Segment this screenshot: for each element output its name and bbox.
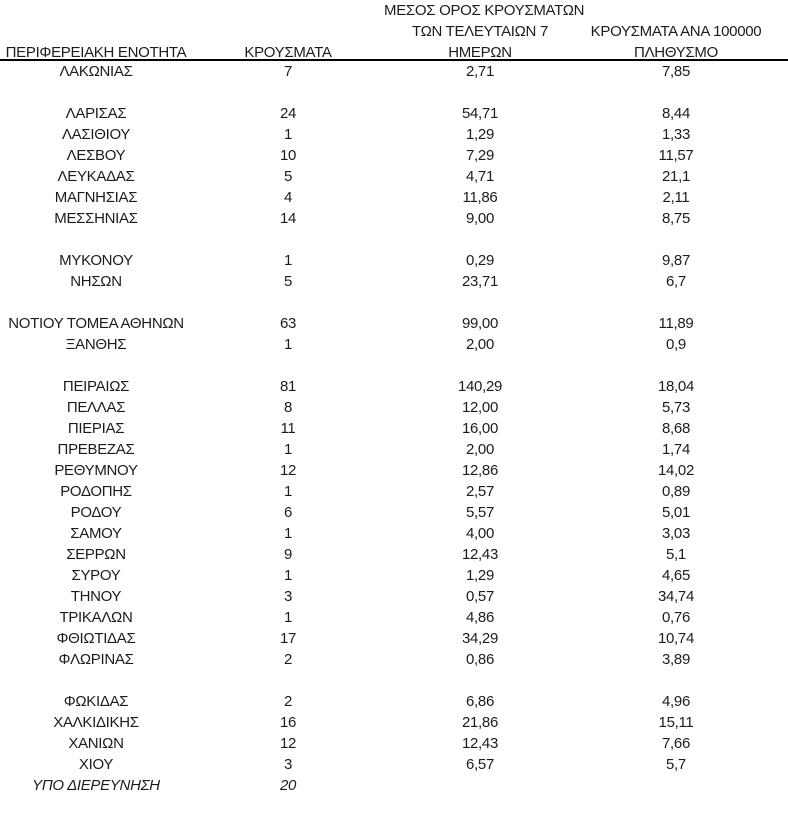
avg7-cell: 34,29 bbox=[461, 630, 499, 647]
region-cell: ΧΑΝΙΩΝ bbox=[68, 735, 124, 752]
cases-cell: 1 bbox=[283, 483, 293, 500]
per100k-cell: 34,74 bbox=[657, 588, 695, 605]
cases-cell: 2 bbox=[283, 651, 293, 668]
table-row bbox=[0, 271, 788, 292]
per100k-cell: 15,11 bbox=[658, 714, 694, 731]
table-row bbox=[0, 334, 788, 355]
avg7-cell: 11,86 bbox=[462, 189, 498, 206]
avg7-cell: 23,71 bbox=[461, 273, 499, 290]
region-cell: ΦΘΙΩΤΙΔΑΣ bbox=[56, 630, 136, 647]
table-row bbox=[0, 649, 788, 670]
region-cell: ΦΛΩΡΙΝΑΣ bbox=[58, 651, 134, 668]
cases-cell: 12 bbox=[279, 462, 297, 479]
region-cell: ΠΡΕΒΕΖΑΣ bbox=[57, 441, 135, 458]
avg7-cell: 140,29 bbox=[457, 378, 503, 395]
avg7-cell: 2,00 bbox=[466, 336, 494, 353]
table-row bbox=[0, 502, 788, 523]
column-header-cases-per-100000 bbox=[576, 21, 776, 63]
cases-cell: 16 bbox=[279, 714, 297, 731]
region-cell: ΣΥΡΟΥ bbox=[71, 567, 121, 584]
column-header-cases-per-100000-line-1: ΚΡΟΥΣΜΑΤΑ ΑΝΑ 100000 bbox=[590, 23, 762, 40]
cases-cell: 1 bbox=[283, 441, 293, 458]
avg7-cell bbox=[384, 775, 576, 796]
per100k-cell: 18,04 bbox=[657, 378, 695, 395]
table-row bbox=[0, 166, 788, 187]
per100k-cell: 9,87 bbox=[662, 252, 690, 269]
per100k-cell bbox=[576, 355, 776, 376]
cases-cell: 17 bbox=[279, 630, 297, 647]
avg7-cell: 1,29 bbox=[466, 567, 494, 584]
region-cell: ΤΡΙΚΑΛΩΝ bbox=[59, 609, 133, 626]
per100k-cell bbox=[576, 82, 776, 103]
cases-cell: 12 bbox=[279, 735, 297, 752]
cases-cell: 1 bbox=[283, 252, 293, 269]
avg7-cell: 4,71 bbox=[466, 168, 494, 185]
region-cell: ΥΠΟ ΔΙΕΡΕΥΝΗΣΗ bbox=[32, 777, 160, 794]
region-cell: ΧΙΟΥ bbox=[78, 756, 114, 773]
avg7-cell: 0,86 bbox=[466, 651, 494, 668]
region-cell: ΛΑΣΙΘΙΟΥ bbox=[61, 126, 131, 143]
table-row bbox=[0, 418, 788, 439]
region-cell: ΣΑΜΟΥ bbox=[70, 525, 122, 542]
table-row bbox=[0, 607, 788, 628]
per100k-cell: 5,1 bbox=[666, 546, 686, 563]
cases-cell: 2 bbox=[283, 693, 293, 710]
column-header-cases-line: ΚΡΟΥΣΜΑΤΑ bbox=[244, 44, 332, 61]
column-header-7day-average bbox=[384, 0, 585, 63]
region-cell: ΜΕΣΣΗΝΙΑΣ bbox=[54, 210, 138, 227]
avg7-cell: 4,86 bbox=[466, 609, 494, 626]
region-cell: ΛΑΚΩΝΙΑΣ bbox=[59, 63, 133, 80]
table-row bbox=[0, 775, 788, 796]
avg7-cell: 4,00 bbox=[466, 525, 494, 542]
per100k-cell: 5,73 bbox=[662, 399, 690, 416]
cases-cell bbox=[192, 82, 384, 103]
table-row bbox=[0, 481, 788, 502]
avg7-cell: 2,00 bbox=[466, 441, 494, 458]
per100k-cell: 0,9 bbox=[666, 336, 686, 353]
avg7-cell: 7,29 bbox=[466, 147, 494, 164]
cases-cell: 1 bbox=[283, 126, 293, 143]
cases-cell: 14 bbox=[279, 210, 297, 227]
table-row bbox=[0, 145, 788, 166]
table-row bbox=[0, 313, 788, 334]
cases-cell: 8 bbox=[283, 399, 293, 416]
cases-cell: 7 bbox=[283, 63, 293, 80]
region-cell bbox=[0, 355, 192, 376]
table-row bbox=[0, 376, 788, 397]
region-cell: ΞΑΝΘΗΣ bbox=[65, 336, 127, 353]
column-header-cases-per-100000-line-2: ΠΛΗΘΥΣΜΟ bbox=[634, 44, 718, 61]
cases-cell: 81 bbox=[279, 378, 297, 395]
table-row-blank bbox=[0, 82, 788, 103]
per100k-cell: 0,76 bbox=[662, 609, 690, 626]
table-row bbox=[0, 103, 788, 124]
per100k-cell: 3,89 bbox=[662, 651, 690, 668]
region-cell bbox=[0, 229, 192, 250]
table-row bbox=[0, 628, 788, 649]
avg7-cell bbox=[384, 229, 576, 250]
table-row bbox=[0, 691, 788, 712]
region-cell: ΠΙΕΡΙΑΣ bbox=[67, 420, 125, 437]
table-row-blank bbox=[0, 292, 788, 313]
per100k-cell: 2,11 bbox=[662, 189, 690, 206]
region-cell bbox=[0, 292, 192, 313]
per100k-cell: 4,96 bbox=[662, 693, 690, 710]
avg7-cell: 54,71 bbox=[461, 105, 499, 122]
per100k-cell: 11,57 bbox=[658, 147, 694, 164]
avg7-cell: 9,00 bbox=[466, 210, 494, 227]
per100k-cell: 1,74 bbox=[662, 441, 690, 458]
per100k-cell: 7,85 bbox=[662, 63, 690, 80]
per100k-cell: 6,7 bbox=[666, 273, 686, 290]
avg7-cell: 12,00 bbox=[461, 399, 499, 416]
per100k-cell: 7,66 bbox=[662, 735, 690, 752]
region-cell: ΛΕΥΚΑΔΑΣ bbox=[57, 168, 135, 185]
table-row bbox=[0, 61, 788, 82]
cases-cell: 4 bbox=[283, 189, 293, 206]
region-cell: ΦΩΚΙΔΑΣ bbox=[63, 693, 129, 710]
region-cell: ΡΕΘΥΜΝΟΥ bbox=[54, 462, 138, 479]
table-row-blank bbox=[0, 670, 788, 691]
avg7-cell bbox=[384, 292, 576, 313]
avg7-cell: 1,29 bbox=[466, 126, 494, 143]
table-row bbox=[0, 523, 788, 544]
table-row bbox=[0, 544, 788, 565]
region-cell bbox=[0, 82, 192, 103]
cases-cell bbox=[192, 355, 384, 376]
cases-cell bbox=[192, 292, 384, 313]
cases-cell: 9 bbox=[283, 546, 293, 563]
per100k-cell: 11,89 bbox=[658, 315, 694, 332]
per100k-cell: 5,7 bbox=[666, 756, 686, 773]
cases-cell: 5 bbox=[283, 168, 293, 185]
avg7-cell: 21,86 bbox=[461, 714, 499, 731]
region-cell: ΠΕΙΡΑΙΩΣ bbox=[62, 378, 130, 395]
per100k-cell: 21,1 bbox=[662, 168, 690, 185]
avg7-cell: 2,57 bbox=[466, 483, 494, 500]
per100k-cell: 14,02 bbox=[657, 462, 695, 479]
cases-cell: 1 bbox=[283, 336, 293, 353]
avg7-cell: 0,57 bbox=[466, 588, 494, 605]
per100k-cell: 5,01 bbox=[662, 504, 690, 521]
region-cell: ΝΟΤΙΟΥ ΤΟΜΕΑ ΑΘΗΝΩΝ bbox=[8, 315, 184, 332]
avg7-cell: 12,86 bbox=[461, 462, 499, 479]
table-row bbox=[0, 397, 788, 418]
cases-cell: 3 bbox=[283, 588, 293, 605]
table-row bbox=[0, 250, 788, 271]
region-cell: ΛΕΣΒΟΥ bbox=[66, 147, 126, 164]
column-header-7day-average-line-1: ΜΕΣΟΣ ΟΡΟΣ ΚΡΟΥΣΜΑΤΩΝ bbox=[384, 2, 585, 19]
avg7-cell: 5,57 bbox=[466, 504, 494, 521]
per100k-cell bbox=[576, 292, 776, 313]
per100k-cell bbox=[576, 670, 776, 691]
region-cell: ΧΑΛΚΙΔΙΚΗΣ bbox=[53, 714, 139, 731]
avg7-cell: 12,43 bbox=[461, 546, 499, 563]
table-row bbox=[0, 439, 788, 460]
cases-cell: 11 bbox=[280, 420, 296, 437]
table-header-row bbox=[0, 0, 788, 61]
table-row bbox=[0, 733, 788, 754]
per100k-cell bbox=[576, 229, 776, 250]
column-header-regional-unit-line: ΠΕΡΙΦΕΡΕΙΑΚΗ ΕΝΟΤΗΤΑ bbox=[5, 44, 187, 61]
cases-cell: 1 bbox=[283, 567, 293, 584]
region-cell: ΡΟΔΟΥ bbox=[70, 504, 122, 521]
table-row bbox=[0, 712, 788, 733]
column-header-cases bbox=[192, 42, 384, 63]
table-row-blank bbox=[0, 355, 788, 376]
per100k-cell: 0,89 bbox=[662, 483, 690, 500]
cases-cell: 1 bbox=[283, 525, 293, 542]
table-row bbox=[0, 754, 788, 775]
per100k-cell: 8,44 bbox=[662, 105, 690, 122]
table-row bbox=[0, 208, 788, 229]
region-cell: ΛΑΡΙΣΑΣ bbox=[65, 105, 127, 122]
cases-cell: 10 bbox=[279, 147, 297, 164]
table-row bbox=[0, 460, 788, 481]
avg7-cell bbox=[384, 355, 576, 376]
avg7-cell: 99,00 bbox=[461, 315, 499, 332]
cases-cell: 3 bbox=[283, 756, 293, 773]
cases-cell: 24 bbox=[279, 105, 297, 122]
region-cell: ΝΗΣΩΝ bbox=[70, 273, 122, 290]
region-cell: ΡΟΔΟΠΗΣ bbox=[60, 483, 132, 500]
column-header-regional-unit bbox=[0, 42, 192, 63]
per100k-cell bbox=[576, 775, 776, 796]
avg7-cell: 6,57 bbox=[466, 756, 494, 773]
table-body bbox=[0, 61, 788, 796]
column-header-7day-average-line-2: ΤΩΝ ΤΕΛΕΥΤΑΙΩΝ 7 bbox=[411, 23, 548, 40]
region-cell: ΣΕΡΡΩΝ bbox=[66, 546, 126, 563]
avg7-cell: 12,43 bbox=[461, 735, 499, 752]
column-header-7day-average-line-3: ΗΜΕΡΩΝ bbox=[448, 44, 512, 61]
avg7-cell bbox=[384, 670, 576, 691]
table-row bbox=[0, 565, 788, 586]
cases-cell bbox=[192, 670, 384, 691]
per100k-cell: 8,68 bbox=[662, 420, 690, 437]
region-cell bbox=[0, 670, 192, 691]
cases-cell: 6 bbox=[283, 504, 293, 521]
region-cell: ΤΗΝΟΥ bbox=[70, 588, 122, 605]
cases-cell: 1 bbox=[283, 609, 293, 626]
table-row bbox=[0, 187, 788, 208]
avg7-cell: 0,29 bbox=[466, 252, 494, 269]
region-cell: ΠΕΛΛΑΣ bbox=[66, 399, 126, 416]
per100k-cell: 3,03 bbox=[662, 525, 690, 542]
cases-cell: 5 bbox=[283, 273, 293, 290]
avg7-cell: 2,71 bbox=[466, 63, 494, 80]
cases-cell: 20 bbox=[279, 777, 297, 794]
table-row-blank bbox=[0, 229, 788, 250]
table-row bbox=[0, 586, 788, 607]
avg7-cell bbox=[384, 82, 576, 103]
region-cell: ΜΑΓΝΗΣΙΑΣ bbox=[54, 189, 138, 206]
per100k-cell: 8,75 bbox=[662, 210, 690, 227]
avg7-cell: 16,00 bbox=[461, 420, 499, 437]
cases-cell bbox=[192, 229, 384, 250]
per100k-cell: 4,65 bbox=[662, 567, 690, 584]
region-cell: ΜΥΚΟΝΟΥ bbox=[59, 252, 133, 269]
cases-cell: 63 bbox=[279, 315, 297, 332]
per100k-cell: 1,33 bbox=[662, 126, 690, 143]
avg7-cell: 6,86 bbox=[466, 693, 494, 710]
table-row bbox=[0, 124, 788, 145]
per100k-cell: 10,74 bbox=[657, 630, 695, 647]
